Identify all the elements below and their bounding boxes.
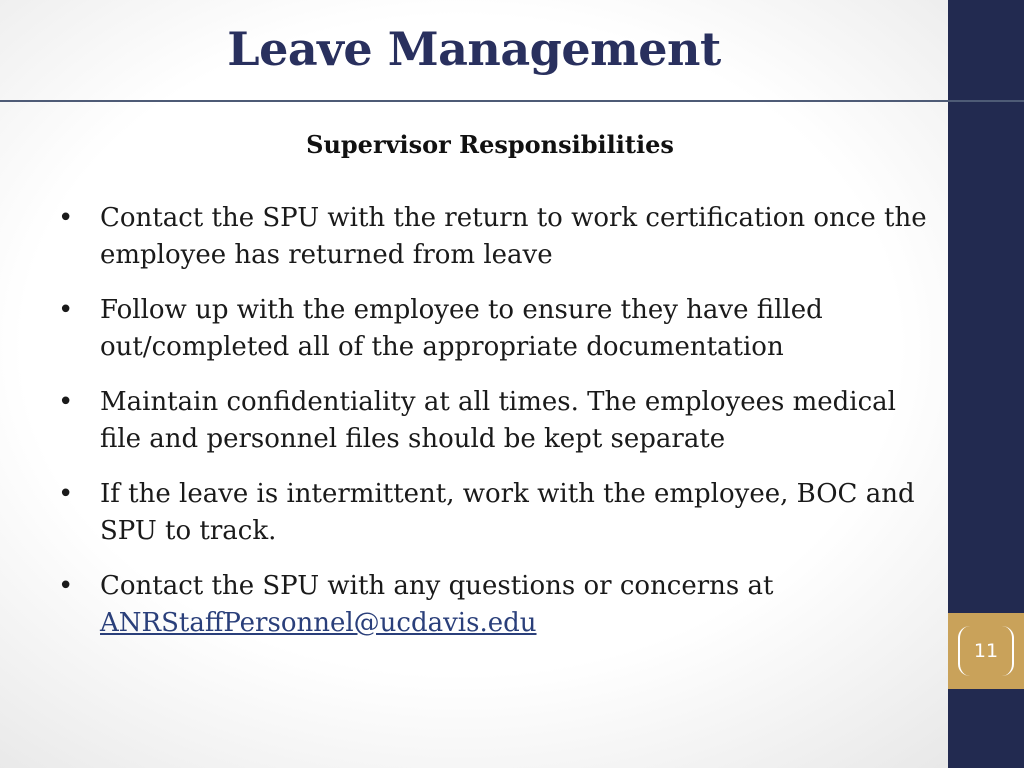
bullet-item	[58, 384, 928, 458]
bullet-item	[58, 200, 928, 274]
page-number-badge	[948, 613, 1024, 689]
bullet-list	[58, 200, 928, 660]
bullet-item	[58, 476, 928, 550]
title-divider	[0, 100, 1024, 102]
bullet-item	[58, 568, 928, 642]
bullet-text: Follow up with the employee to ensure they have filled out/completed all of the appropriate documentation	[100, 295, 823, 362]
bullet-dot-icon: •	[58, 571, 74, 601]
bullet-dot-icon: •	[58, 203, 74, 233]
bullet-item	[58, 292, 928, 366]
bullet-dot-icon: •	[58, 295, 74, 325]
slide-subtitle: Supervisor Responsibilities	[306, 130, 674, 159]
bullet-text: Maintain confidentiality at all times. The employees medical file and personnel files should be kept separate	[100, 387, 896, 454]
bullet-text: Contact the SPU with the return to work certification once the employee has returned from leave	[100, 203, 927, 270]
slide-title: Leave Management	[227, 22, 721, 76]
bullet-text: Contact the SPU with any questions or concerns at	[100, 571, 774, 601]
bullet-dot-icon: •	[58, 387, 74, 417]
bullet-dot-icon: •	[58, 479, 74, 509]
page-number: 11	[973, 640, 999, 662]
contact-email-link[interactable]: ANRStaffPersonnel@ucdavis.edu	[100, 608, 537, 638]
bullet-text: If the leave is intermittent, work with the employee, BOC and SPU to track.	[100, 479, 915, 546]
